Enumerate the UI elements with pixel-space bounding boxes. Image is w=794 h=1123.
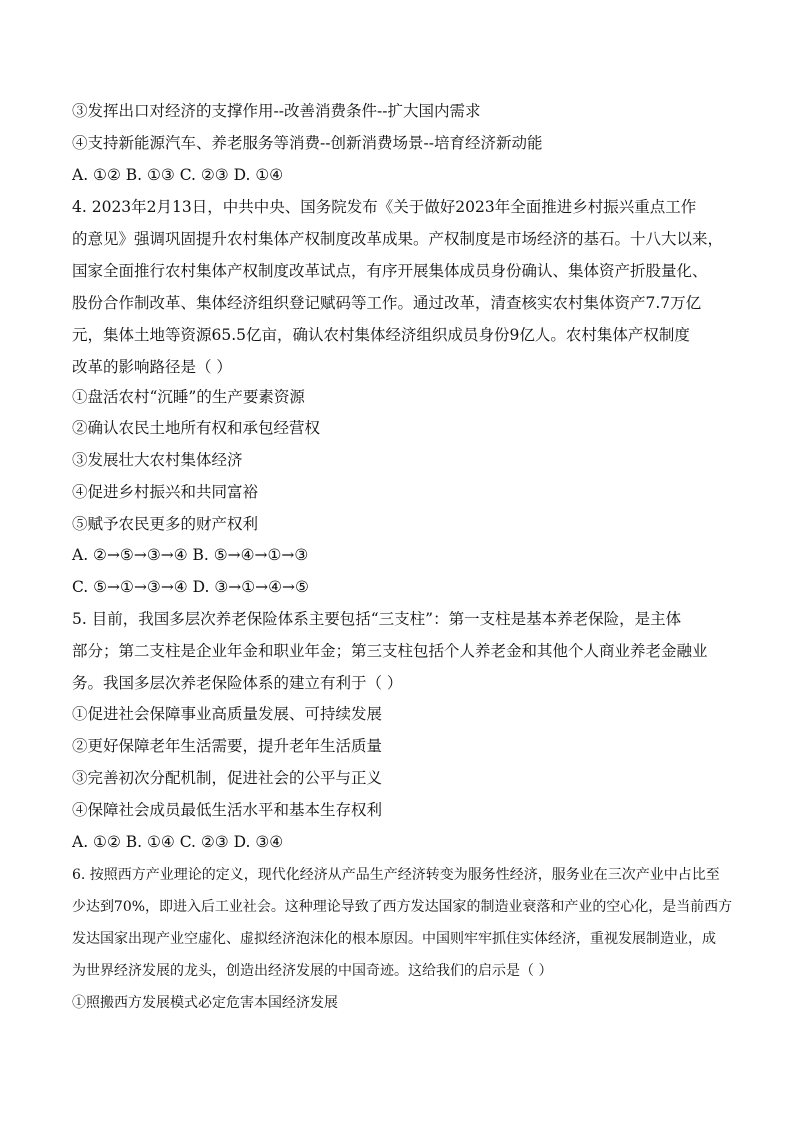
question-text: 国家全面推行农村集体产权制度改革试点，有序开展集体成员身份确认、集体资产折股量化、 (72, 262, 708, 280)
question-text: 4. 2023年2月13日，中共中央、国务院发布《关于做好2023年全面推进乡村振兴重点工作 (72, 198, 697, 216)
answer-choices: A. ①② B. ①④ C. ②③ D. ③④ (72, 833, 284, 851)
question-text: 发达国家出现产业空虚化、虚拟经济泡沫化的根本原因。中国则牢牢抓住实体经济，重视发展制造业，成 (72, 931, 716, 947)
option-line: ④促进乡村振兴和共同富裕 (72, 483, 259, 501)
option-line: ①盘活农村“沉睡”的生产要素资源 (72, 388, 305, 406)
question-text: 5. 目前，我国多层次养老保险体系主要包括“三支柱”：第一支柱是基本养老保险，是主体 (72, 610, 682, 628)
question-text: 元，集体土地等资源65.5亿亩，确认农村集体经济组织成员身份9亿人。农村集体产权制度 (72, 326, 690, 344)
question-text: 务。我国多层次养老保险体系的建立有利于（ ） (72, 674, 403, 692)
option-line: ③发挥出口对经济的支撑作用--改善消费条件--扩大国内需求 (72, 102, 481, 120)
question-text: 少达到70%，即进入后工业社会。这种理论导致了西方发达国家的制造业衰落和产业的空心化，是当前西方 (72, 899, 733, 915)
option-line: ②更好保障老年生活需要，提升老年生活质量 (72, 737, 383, 755)
answer-choices: A. ①② B. ①③ C. ②③ D. ①④ (72, 166, 284, 184)
option-line: ①照搬西方发展模式必定危害本国经济发展 (72, 995, 338, 1011)
option-line: ④保障社会成员最低生活水平和基本生存权利 (72, 801, 383, 819)
question-text: 部分；第二支柱是企业年金和职业年金；第三支柱包括个人养老金和其他个人商业养老金融业 (72, 642, 708, 660)
question-text: 改革的影响路径是（ ） (72, 358, 232, 376)
question-text: 6. 按照西方产业理论的定义，现代化经济从产品生产经济转变为服务性经济，服务业在三次产业中占比至 (72, 867, 720, 883)
option-line: ④支持新能源汽车、养老服务等消费--创新消费场景--培育经济新动能 (72, 134, 543, 152)
option-line: ①促进社会保障事业高质量发展、可持续发展 (72, 705, 383, 723)
answer-choices: A. ②→⑤→③→④ B. ⑤→④→①→③ (72, 546, 309, 564)
question-text: 为世界经济发展的龙头，创造出经济发展的中国奇迹。这给我们的启示是（ ） (72, 963, 553, 979)
option-line: ⑤赋予农民更多的财产权利 (72, 515, 259, 533)
option-line: ③发展壮大农村集体经济 (72, 451, 243, 469)
answer-choices: C. ⑤→①→③→④ D. ③→①→④→⑤ (72, 578, 309, 596)
option-line: ③完善初次分配机制，促进社会的公平与正义 (72, 769, 383, 787)
question-text: 的意见》强调巩固提升农村集体产权制度改革成果。产权制度是市场经济的基石。十八大以来， (72, 230, 724, 248)
option-line: ②确认农民土地所有权和承包经营权 (72, 419, 321, 437)
question-text: 股份合作制改革、集体经济组织登记赋码等工作。通过改革，清查核实农村集体资产7.7万亿 (72, 294, 702, 312)
